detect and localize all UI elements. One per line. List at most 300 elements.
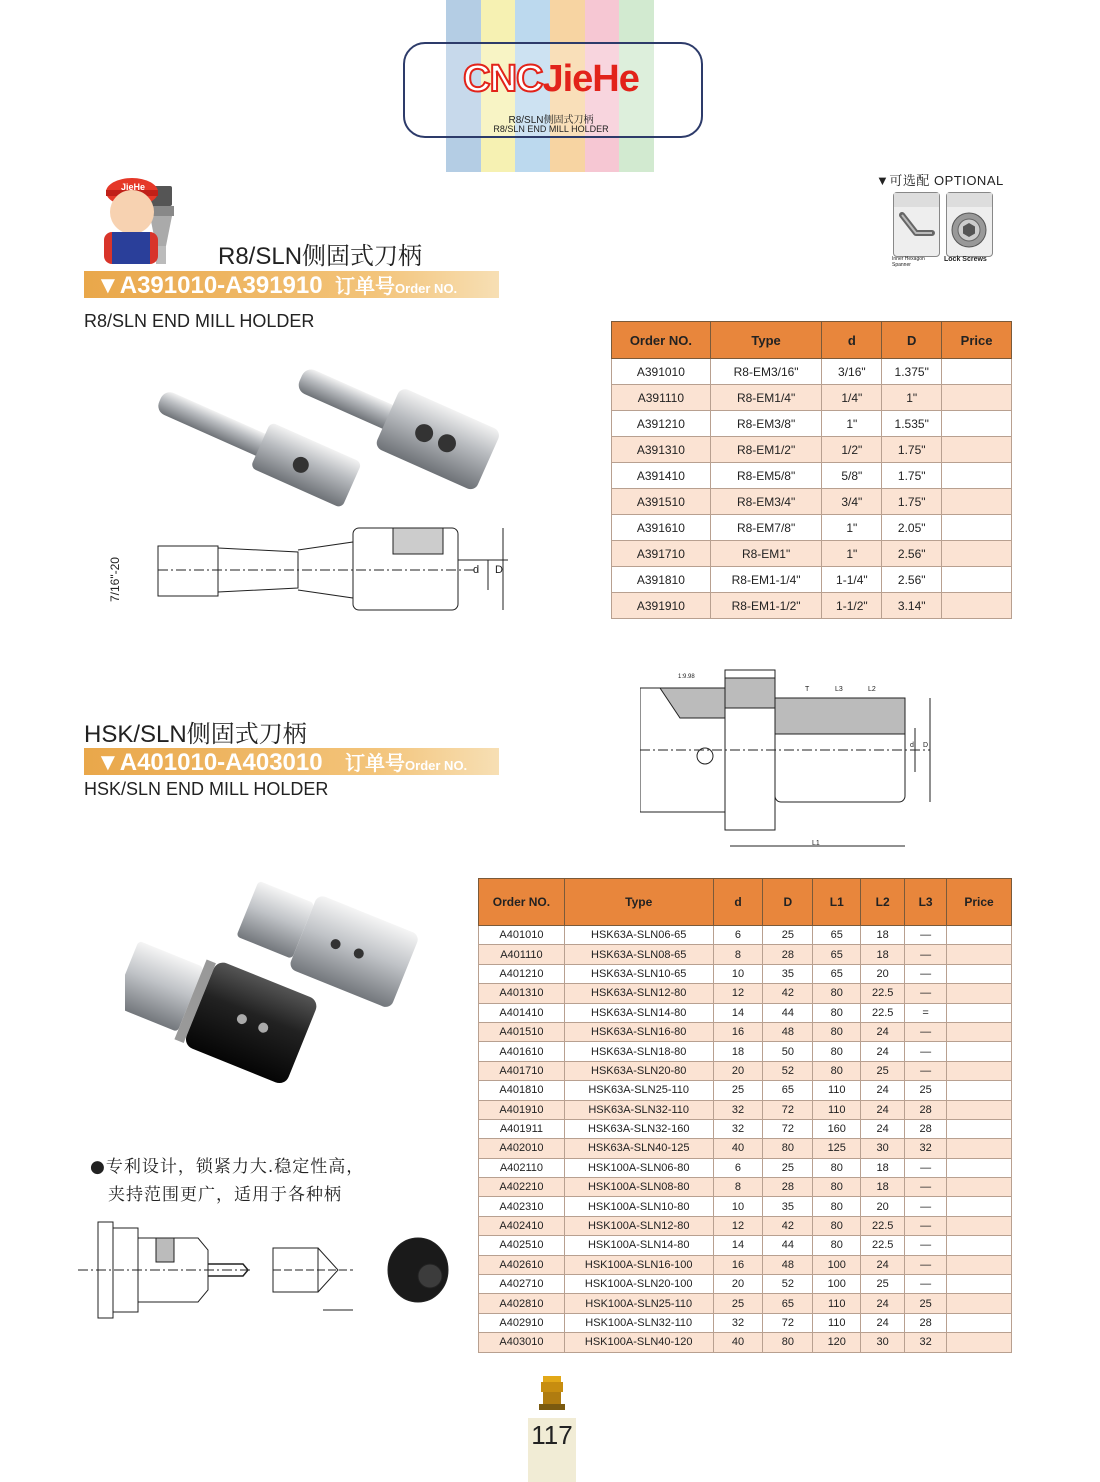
table-cell: A402510 xyxy=(479,1236,565,1255)
section2-title-en: HSK/SLN END MILL HOLDER xyxy=(84,779,329,799)
table-row xyxy=(479,1313,1012,1332)
table-row xyxy=(479,1294,1012,1313)
mascot-illustration xyxy=(92,172,192,264)
table-cell: A391410 xyxy=(612,463,711,489)
table-cell: A403010 xyxy=(479,1333,565,1352)
table-cell: 125 xyxy=(813,1139,861,1158)
table-cell: A402110 xyxy=(479,1158,565,1177)
table-cell: 28 xyxy=(905,1119,947,1138)
table-header-cell: d xyxy=(822,322,882,359)
table-cell: 44 xyxy=(763,1003,813,1022)
table-cell: HSK63A-SLN14-80 xyxy=(564,1003,713,1022)
table-cell: HSK63A-SLN32-160 xyxy=(564,1119,713,1138)
optional-item-label: Inner Hexagon Spanner xyxy=(892,256,925,268)
table-cell: HSK63A-SLN12-80 xyxy=(564,984,713,1003)
table-cell: 32 xyxy=(713,1119,763,1138)
table-cell: 2.56" xyxy=(882,567,942,593)
table-cell: 25 xyxy=(763,926,813,945)
table-cell: 1-1/2" xyxy=(822,593,882,619)
table-row xyxy=(479,984,1012,1003)
table-cell: 100 xyxy=(813,1275,861,1294)
table-cell: 35 xyxy=(763,1197,813,1216)
table-cell: 16 xyxy=(713,1255,763,1274)
table-row xyxy=(479,1333,1012,1352)
dim-d-label: d xyxy=(910,742,914,749)
table-cell: 72 xyxy=(763,1313,813,1332)
table-cell: 22.5 xyxy=(861,1216,905,1235)
section2-order-en: Order NO. xyxy=(405,758,468,773)
table-cell: 40 xyxy=(713,1139,763,1158)
table-cell: 18 xyxy=(713,1042,763,1061)
table-cell: 1.535" xyxy=(882,411,942,437)
table-cell: A391310 xyxy=(612,437,711,463)
lock-screw-icon xyxy=(947,193,992,256)
table-cell: 1.375" xyxy=(882,359,942,385)
hex-key-icon xyxy=(894,193,939,256)
table-cell: 25 xyxy=(905,1081,947,1100)
table-cell: R8-EM1-1/2" xyxy=(710,593,822,619)
table-cell: HSK100A-SLN12-80 xyxy=(564,1216,713,1235)
table-cell xyxy=(947,926,1012,945)
table-cell: 30 xyxy=(861,1333,905,1352)
table-cell: R8-EM3/16" xyxy=(710,359,822,385)
table-row xyxy=(479,1061,1012,1080)
table-cell xyxy=(942,385,1012,411)
dim-d-label: d xyxy=(473,564,480,576)
table-cell: A401810 xyxy=(479,1081,565,1100)
section1-order-range: ▼A391010-A391910 xyxy=(96,272,323,299)
table-cell: 32 xyxy=(713,1313,763,1332)
table-cell: HSK63A-SLN25-110 xyxy=(564,1081,713,1100)
table-cell: — xyxy=(905,964,947,983)
table-row xyxy=(479,1275,1012,1294)
lock-screws-thumb xyxy=(946,192,993,257)
table-cell: 80 xyxy=(813,1061,861,1080)
table-cell: HSK63A-SLN10-65 xyxy=(564,964,713,983)
table-cell: HSK100A-SLN14-80 xyxy=(564,1236,713,1255)
table-cell: 52 xyxy=(763,1061,813,1080)
table-cell: 22.5 xyxy=(861,1003,905,1022)
table-cell: 3.14" xyxy=(882,593,942,619)
r8-technical-drawing xyxy=(108,520,518,620)
table-cell: HSK63A-SLN32-110 xyxy=(564,1100,713,1119)
hex-spanner-thumb xyxy=(893,192,940,257)
table-cell: 80 xyxy=(813,1158,861,1177)
table-cell xyxy=(942,541,1012,567)
table-cell: — xyxy=(905,1042,947,1061)
table-cell: — xyxy=(905,926,947,945)
table-cell xyxy=(947,945,1012,964)
table-cell: 100 xyxy=(813,1255,861,1274)
table-cell: = xyxy=(905,1003,947,1022)
table-cell xyxy=(942,463,1012,489)
table-header-cell: Order NO. xyxy=(479,879,565,926)
table-cell: — xyxy=(905,1061,947,1080)
table-cell xyxy=(942,489,1012,515)
table-cell: 80 xyxy=(813,1178,861,1197)
table-cell: 8 xyxy=(713,1178,763,1197)
table-cell: A391610 xyxy=(612,515,711,541)
table-row xyxy=(612,463,1012,489)
table-cell: HSK63A-SLN06-65 xyxy=(564,926,713,945)
table-cell: A401210 xyxy=(479,964,565,983)
table-cell: 80 xyxy=(813,984,861,1003)
table-cell: 2.05" xyxy=(882,515,942,541)
hsk-technical-drawing xyxy=(640,668,940,858)
table-cell xyxy=(942,359,1012,385)
table-cell: A391010 xyxy=(612,359,711,385)
table-header-cell: L2 xyxy=(861,879,905,926)
table-cell: 110 xyxy=(813,1313,861,1332)
dim-D-label: D xyxy=(923,742,929,749)
table-cell: 48 xyxy=(763,1255,813,1274)
table-cell: A401010 xyxy=(479,926,565,945)
table-cell xyxy=(947,1294,1012,1313)
table-header-cell: L3 xyxy=(905,879,947,926)
table-cell: 44 xyxy=(763,1236,813,1255)
table-cell: 24 xyxy=(861,1255,905,1274)
table-cell: HSK63A-SLN18-80 xyxy=(564,1042,713,1061)
dim-D-label: D xyxy=(495,564,503,576)
table-cell: HSK100A-SLN40-120 xyxy=(564,1333,713,1352)
table-cell: HSK63A-SLN20-80 xyxy=(564,1061,713,1080)
section1-title-en: R8/SLN END MILL HOLDER xyxy=(84,311,315,331)
optional-label: ▼可选配 OPTIONAL xyxy=(876,173,1004,188)
thread-size-label: 7/16"-20 xyxy=(108,557,122,602)
table-cell: A401410 xyxy=(479,1003,565,1022)
table-cell: — xyxy=(905,1158,947,1177)
table-cell: 18 xyxy=(861,1158,905,1177)
table-cell xyxy=(947,1158,1012,1177)
table-cell xyxy=(947,1236,1012,1255)
section2-title-cn: HSK/SLN侧固式刀柄 xyxy=(84,721,307,748)
table-cell: 2.56" xyxy=(882,541,942,567)
table-cell: A402610 xyxy=(479,1255,565,1274)
table-cell: 5/8" xyxy=(822,463,882,489)
table-row xyxy=(612,437,1012,463)
table-cell: 20 xyxy=(713,1275,763,1294)
table-cell: 1" xyxy=(822,515,882,541)
table-row xyxy=(479,1216,1012,1235)
table-cell: 12 xyxy=(713,1216,763,1235)
table-cell: 20 xyxy=(713,1061,763,1080)
hsk-holder-product-photo xyxy=(125,870,435,1090)
section1-order-range-wrap xyxy=(96,270,457,300)
table-cell: 18 xyxy=(861,1178,905,1197)
table-cell: 110 xyxy=(813,1100,861,1119)
table-cell: — xyxy=(905,1236,947,1255)
table-cell xyxy=(947,1003,1012,1022)
table-cell: A401911 xyxy=(479,1119,565,1138)
dim-t-label: T xyxy=(805,686,810,693)
table-cell: 24 xyxy=(861,1100,905,1119)
table-cell xyxy=(947,1042,1012,1061)
table-row xyxy=(479,1003,1012,1022)
table-cell: 42 xyxy=(763,984,813,1003)
table-cell: 25 xyxy=(763,1158,813,1177)
table-row xyxy=(479,1022,1012,1041)
table-cell xyxy=(947,1275,1012,1294)
table-cell xyxy=(942,515,1012,541)
table-cell: 1" xyxy=(822,411,882,437)
table-cell: 25 xyxy=(713,1081,763,1100)
table-cell: 14 xyxy=(713,1003,763,1022)
table-row xyxy=(479,1158,1012,1177)
brand-logo xyxy=(446,58,656,101)
table-header-cell: Type xyxy=(564,879,713,926)
page-mascot-icon xyxy=(537,1376,567,1412)
table-cell: 24 xyxy=(861,1042,905,1061)
table-cell: 65 xyxy=(813,964,861,983)
table-cell: 10 xyxy=(713,1197,763,1216)
table-cell: 28 xyxy=(763,1178,813,1197)
table-cell: 1" xyxy=(882,385,942,411)
table-cell: A401610 xyxy=(479,1042,565,1061)
table-cell: HSK100A-SLN16-100 xyxy=(564,1255,713,1274)
table-cell xyxy=(947,1081,1012,1100)
table-cell: 65 xyxy=(763,1294,813,1313)
table-cell: 18 xyxy=(861,926,905,945)
table-cell: 80 xyxy=(813,1236,861,1255)
table-cell xyxy=(947,1313,1012,1332)
section2-order-range-wrap xyxy=(96,747,467,777)
table-cell: 22.5 xyxy=(861,984,905,1003)
table-cell: 1/2" xyxy=(822,437,882,463)
header-subtitle-en: R8/SLN END MILL HOLDER xyxy=(493,124,609,134)
table-cell: 20 xyxy=(861,964,905,983)
dim-l1-label: L1 xyxy=(812,840,820,847)
table-row xyxy=(479,1178,1012,1197)
table-cell: 12 xyxy=(713,984,763,1003)
table-header-cell: D xyxy=(763,879,813,926)
table-cell: 1/4" xyxy=(822,385,882,411)
table-cell: A402710 xyxy=(479,1275,565,1294)
table-cell xyxy=(947,1139,1012,1158)
table-cell: 6 xyxy=(713,926,763,945)
table-row xyxy=(479,1197,1012,1216)
table-cell: 160 xyxy=(813,1119,861,1138)
page-number: 117 xyxy=(531,1420,573,1450)
table-cell xyxy=(947,1255,1012,1274)
table-row xyxy=(479,945,1012,964)
table-cell: R8-EM3/8" xyxy=(710,411,822,437)
table-cell: 22.5 xyxy=(861,1236,905,1255)
table-cell: 80 xyxy=(763,1333,813,1352)
table-cell: 20 xyxy=(861,1197,905,1216)
table-cell: 80 xyxy=(813,1197,861,1216)
table-row xyxy=(479,1081,1012,1100)
table-row xyxy=(479,1119,1012,1138)
header-subtitle-cn: R8/SLN侧固式刀柄 xyxy=(508,115,594,126)
table-cell: 3/16" xyxy=(822,359,882,385)
table-cell: 52 xyxy=(763,1275,813,1294)
table-cell: 80 xyxy=(813,1216,861,1235)
table-cell: A391210 xyxy=(612,411,711,437)
table-cell: A401110 xyxy=(479,945,565,964)
table-cell: 80 xyxy=(813,1022,861,1041)
hsk-spec-table xyxy=(478,878,1012,1353)
table-cell: 24 xyxy=(861,1022,905,1041)
table-cell: 28 xyxy=(905,1313,947,1332)
table-cell: 80 xyxy=(813,1003,861,1022)
table-cell: 32 xyxy=(713,1100,763,1119)
table-row xyxy=(479,1042,1012,1061)
table-cell: A401910 xyxy=(479,1100,565,1119)
r8-holder-product-photo xyxy=(150,350,530,530)
table-cell: 72 xyxy=(763,1100,813,1119)
table-cell: HSK100A-SLN32-110 xyxy=(564,1313,713,1332)
table-cell xyxy=(947,1197,1012,1216)
table-cell: HSK100A-SLN20-100 xyxy=(564,1275,713,1294)
table-header-cell: d xyxy=(713,879,763,926)
table-cell: A401510 xyxy=(479,1022,565,1041)
table-cell: 14 xyxy=(713,1236,763,1255)
logo-jiehe-text: JieHe xyxy=(542,58,639,100)
table-cell xyxy=(947,1216,1012,1235)
table-cell: 32 xyxy=(905,1333,947,1352)
taper-label: 1:9.98 xyxy=(678,674,695,680)
table-row xyxy=(612,489,1012,515)
table-cell: R8-EM1/2" xyxy=(710,437,822,463)
table-cell: 72 xyxy=(763,1119,813,1138)
table-cell: 32 xyxy=(905,1139,947,1158)
r8-spec-table xyxy=(611,321,1012,619)
table-cell: A401710 xyxy=(479,1061,565,1080)
table-cell: 10 xyxy=(713,964,763,983)
table-cell: 65 xyxy=(763,1081,813,1100)
table-cell xyxy=(947,1178,1012,1197)
table-row xyxy=(479,1236,1012,1255)
table-cell: A402310 xyxy=(479,1197,565,1216)
table-row xyxy=(612,593,1012,619)
feature-line-2: 夹持范围更广，适用于各种柄 xyxy=(108,1185,342,1205)
table-cell: 1.75" xyxy=(882,437,942,463)
optional-item-label: Lock Screws xyxy=(944,256,987,263)
table-cell: A391110 xyxy=(612,385,711,411)
table-cell: HSK63A-SLN16-80 xyxy=(564,1022,713,1041)
table-cell: 1.75" xyxy=(882,489,942,515)
table-cell: 80 xyxy=(813,1042,861,1061)
table-row xyxy=(479,926,1012,945)
table-cell xyxy=(947,984,1012,1003)
table-header-cell: Order NO. xyxy=(612,322,711,359)
section1-title-cn: R8/SLN侧固式刀柄 xyxy=(218,243,423,270)
table-cell: R8-EM7/8" xyxy=(710,515,822,541)
table-cell: 25 xyxy=(905,1294,947,1313)
table-cell: 40 xyxy=(713,1333,763,1352)
table-cell: A391510 xyxy=(612,489,711,515)
table-cell: 24 xyxy=(861,1313,905,1332)
table-cell: 18 xyxy=(861,945,905,964)
lock-screw-drawings xyxy=(78,1220,458,1320)
table-header-cell: L1 xyxy=(813,879,861,926)
table-cell: R8-EM5/8" xyxy=(710,463,822,489)
table-cell: 42 xyxy=(763,1216,813,1235)
logo-cnc-text: CNC xyxy=(463,58,543,100)
table-cell: 8 xyxy=(713,945,763,964)
table-row xyxy=(479,1255,1012,1274)
section2-order-cn: 订单号 xyxy=(345,753,406,775)
table-cell xyxy=(947,1022,1012,1041)
table-row xyxy=(612,515,1012,541)
table-header-cell: Price xyxy=(942,322,1012,359)
dim-l3-label: L3 xyxy=(835,686,843,693)
feature-line-1: ●专利设计，锁紧力大.稳定性高， xyxy=(90,1157,365,1177)
table-cell: 35 xyxy=(763,964,813,983)
table-cell: 6 xyxy=(713,1158,763,1177)
table-cell: R8-EM1/4" xyxy=(710,385,822,411)
section2-order-range: ▼A401010-A403010 xyxy=(96,749,323,776)
table-cell: 24 xyxy=(861,1081,905,1100)
table-row xyxy=(612,567,1012,593)
table-cell: 28 xyxy=(905,1100,947,1119)
table-cell: 1.75" xyxy=(882,463,942,489)
table-cell: 25 xyxy=(713,1294,763,1313)
table-row xyxy=(612,541,1012,567)
table-cell: — xyxy=(905,984,947,1003)
mascot-badge-text: JieHe xyxy=(121,182,146,192)
table-cell: — xyxy=(905,1178,947,1197)
table-cell: 48 xyxy=(763,1022,813,1041)
table-cell xyxy=(942,593,1012,619)
table-cell: 28 xyxy=(763,945,813,964)
table-cell xyxy=(947,1061,1012,1080)
table-cell: HSK100A-SLN08-80 xyxy=(564,1178,713,1197)
table-cell: HSK63A-SLN40-125 xyxy=(564,1139,713,1158)
table-cell: A402010 xyxy=(479,1139,565,1158)
table-cell: 30 xyxy=(861,1139,905,1158)
table-cell: A402810 xyxy=(479,1294,565,1313)
table-cell xyxy=(947,1100,1012,1119)
table-header-cell: Price xyxy=(947,879,1012,926)
table-cell: A402410 xyxy=(479,1216,565,1235)
table-cell: — xyxy=(905,1216,947,1235)
table-cell: 110 xyxy=(813,1294,861,1313)
table-cell xyxy=(947,1333,1012,1352)
table-cell: A402910 xyxy=(479,1313,565,1332)
table-row xyxy=(479,1139,1012,1158)
table-cell: A391810 xyxy=(612,567,711,593)
table-cell: HSK100A-SLN06-80 xyxy=(564,1158,713,1177)
table-cell: 120 xyxy=(813,1333,861,1352)
table-header-cell: Type xyxy=(710,322,822,359)
table-cell: 25 xyxy=(861,1275,905,1294)
dim-l2-label: L2 xyxy=(868,686,876,693)
table-cell xyxy=(942,567,1012,593)
table-cell: 25 xyxy=(861,1061,905,1080)
table-cell: A391710 xyxy=(612,541,711,567)
table-cell: 24 xyxy=(861,1294,905,1313)
table-cell: 24 xyxy=(861,1119,905,1138)
table-row xyxy=(479,1100,1012,1119)
table-cell: 65 xyxy=(813,945,861,964)
table-cell: HSK100A-SLN10-80 xyxy=(564,1197,713,1216)
table-cell: — xyxy=(905,1255,947,1274)
table-cell: A391910 xyxy=(612,593,711,619)
table-row xyxy=(612,411,1012,437)
table-cell: 80 xyxy=(763,1139,813,1158)
table-cell xyxy=(947,964,1012,983)
table-cell: 3/4" xyxy=(822,489,882,515)
table-cell xyxy=(942,437,1012,463)
table-cell: 1" xyxy=(822,541,882,567)
table-cell: 16 xyxy=(713,1022,763,1041)
table-cell: — xyxy=(905,1275,947,1294)
table-cell: 1-1/4" xyxy=(822,567,882,593)
table-cell: R8-EM3/4" xyxy=(710,489,822,515)
table-header-cell: D xyxy=(882,322,942,359)
table-cell: HSK100A-SLN25-110 xyxy=(564,1294,713,1313)
